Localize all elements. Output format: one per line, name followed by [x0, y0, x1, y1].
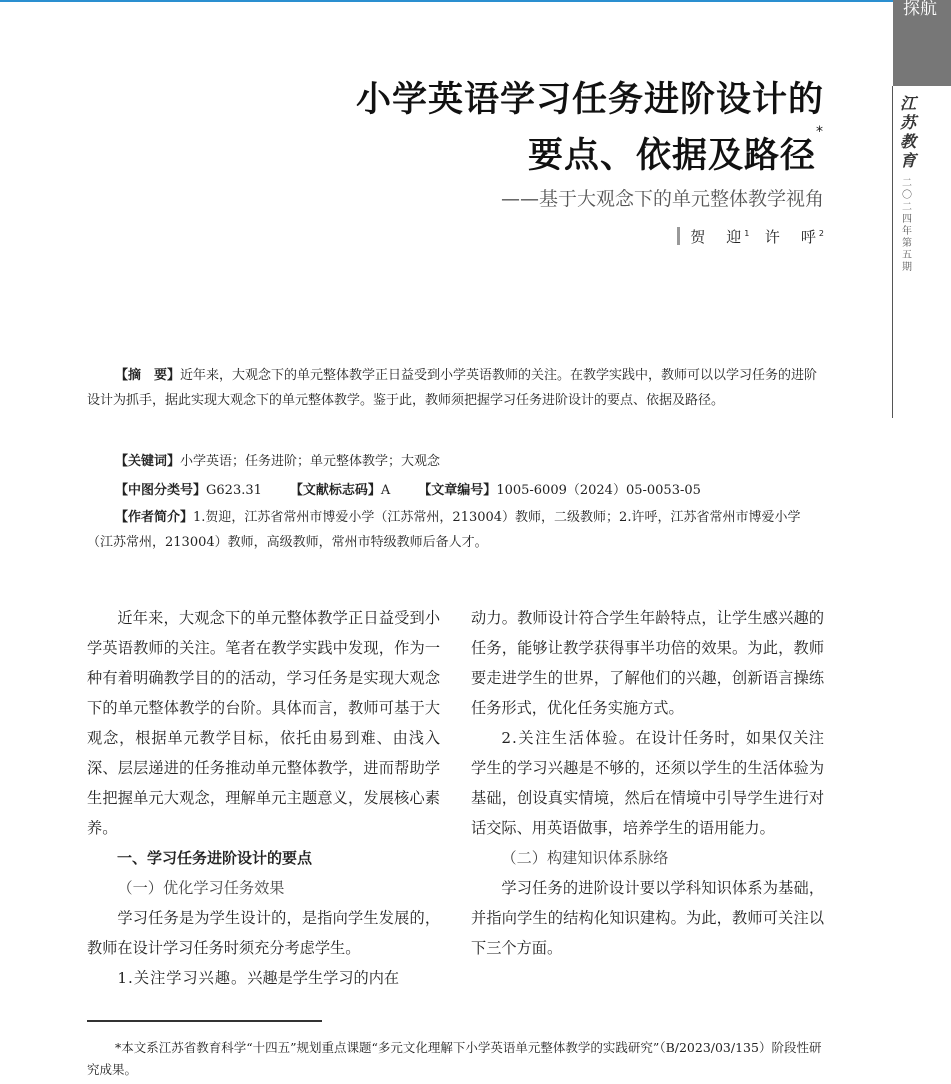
article-no-value: 1005-6009（2024）05-0053-05 — [496, 483, 701, 498]
doc-code-label: 【文献标志码】 — [289, 483, 381, 498]
title-footnote-mark: * — [816, 124, 824, 140]
journal-name: 江苏教育 — [899, 94, 916, 170]
subsection-heading: （一）优化学习任务效果 — [117, 879, 285, 897]
body-paragraph — [87, 963, 440, 993]
doc-code-value: A — [380, 483, 391, 498]
author-affiliation-mark: 1 — [744, 229, 750, 238]
author-bio — [87, 505, 824, 555]
article-title-line2 — [527, 124, 824, 178]
body-paragraph — [471, 723, 824, 843]
point-text: 在设计任务时，如果仅关注学生的学习兴趣是不够的，还须以学生的生活体验为基础，创设真实情境，然后在情境中引导学生进行对话交际、用英语做事，培养学生的语用能力。 — [471, 729, 824, 837]
keywords — [115, 449, 852, 474]
classification-line — [115, 478, 852, 503]
author-line — [677, 226, 824, 247]
side-divider — [892, 86, 893, 418]
author-bar — [677, 227, 680, 245]
top-rule — [0, 0, 893, 2]
body-paragraph: 学习任务的进阶设计要以学科知识体系为基础，并指向学生的结构化知识建构。为此，教师可关注以下三个方面。 — [471, 879, 824, 957]
subsection-heading: （二）构建知识体系脉络 — [501, 849, 669, 867]
body-column-left — [87, 603, 440, 993]
body-paragraph: 动力。教师设计符合学生年龄特点，让学生感兴趣的任务，能够让教学获得事半功倍的效果。为此，教师要走进学生的世界，了解他们的兴趣，创新语言操练任务形式，优化任务实施方式。 — [471, 609, 824, 717]
article-subtitle: ——基于大观念下的单元整体教学视角 — [500, 188, 824, 210]
journal-issue: 二〇二四年第五期 — [902, 178, 912, 273]
footnote-rule — [87, 1020, 322, 1022]
section-tab — [893, 0, 951, 86]
point-lead: 1.关注学习兴趣。 — [117, 969, 248, 987]
title-text: 要点、依据及路径 — [527, 136, 816, 176]
keywords-text: 小学英语；任务进阶；单元整体教学；大观念 — [180, 454, 441, 469]
abstract-text: 近年来，大观念下的单元整体教学正日益受到小学英语教师的关注。在教学实践中，教师可以以学习任务的进阶设计为抓手，据此实现大观念下的单元整体教学。鉴于此，教师须把握学习任务进阶设计的要点、依据及路径。 — [87, 368, 818, 408]
keywords-label: 【关键词】 — [115, 454, 181, 469]
point-text: 兴趣是学生学习的内在 — [247, 969, 400, 987]
abstract-label: 【摘 要】 — [115, 368, 181, 383]
section-heading: 一、学习任务进阶设计的要点 — [117, 849, 313, 867]
clc-label: 【中图分类号】 — [115, 483, 207, 498]
author-bio-text: 1.贺迎，江苏省常州市博爱小学（江苏常州，213004）教师，二级教师；2.许呼，江苏省常州市博爱小学（江苏常州，213004）教师，高级教师，常州市特级教师后备人才。 — [87, 510, 801, 550]
point-lead: 2.关注生活体验。 — [501, 729, 636, 747]
section-tab-label: 探航 — [903, 0, 937, 19]
body-column-right — [471, 603, 824, 963]
article-title-line1: 小学英语学习任务进阶设计的 — [355, 80, 824, 120]
body-paragraph: 近年来，大观念下的单元整体教学正日益受到小学英语教师的关注。笔者在教学实践中发现，作为一种有着明确教学目的的活动，学习任务是实现大观念下的单元整体教学的台阶。具体而言，教师可基于大观念，根据单元教学目标，依托由易到难、由浅入深、层层递进的任务推动单元整体教学，进而帮助学生把握单元大观念，理解单元主题意义，发展核心素养。 — [87, 609, 440, 837]
article-no-label: 【文章编号】 — [418, 483, 497, 498]
author-name: 许 呼 — [764, 228, 819, 246]
footnote: *本文系江苏省教育科学“十四五”规划重点课题“多元文化理解下小学英语单元整体教学的实践研究”（B/2023/03/135）阶段性研究成果。 — [87, 1040, 822, 1077]
abstract — [87, 363, 824, 413]
author-name: 贺 迎 — [690, 228, 745, 246]
author-bio-label: 【作者简介】 — [115, 510, 194, 525]
author-affiliation-mark: 2 — [818, 229, 824, 238]
body-paragraph: 学习任务是为学生设计的，是指向学生发展的，教师在设计学习任务时须充分考虑学生。 — [87, 909, 440, 957]
clc-value: G623.31 — [206, 483, 262, 498]
